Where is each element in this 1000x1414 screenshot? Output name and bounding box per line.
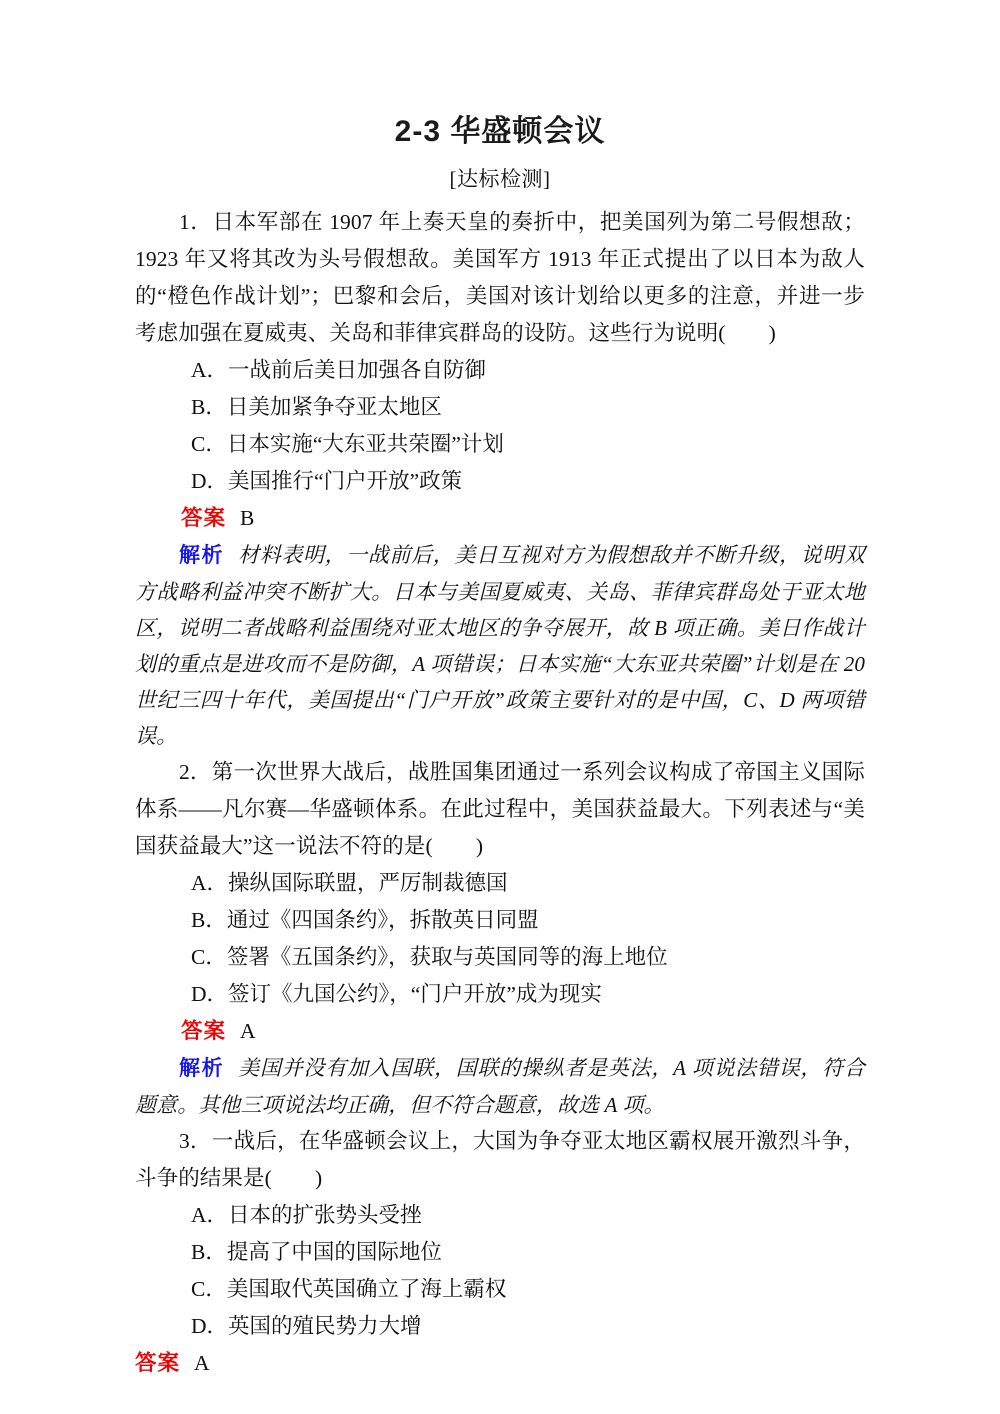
option-a[interactable]: A．日本的扩张势头受挫 bbox=[191, 1203, 422, 1227]
answer-label: 答案 bbox=[135, 1351, 181, 1375]
answer-value: B bbox=[240, 506, 255, 530]
option-d[interactable]: D．美国推行“门户开放”政策 bbox=[191, 469, 463, 493]
answer-label: 答案 bbox=[181, 506, 227, 530]
option-b[interactable]: B．通过《四国条约》，拆散英日同盟 bbox=[191, 908, 539, 932]
explanation-paragraph bbox=[135, 537, 865, 754]
explanation-text: 材料表明，一战前后，美日互视对方为假想敌并不断升级，说明双方战略利益冲突不断扩大。日本与美国夏威夷、关岛、菲律宾群岛处于亚太地区，说明二者战略利益围绕对亚太地区的争夺展开，故 B 项正确。美日作战计划的重点是进攻而不是防御，A 项错误；日本实施“大东亚共荣圈”计划是在 20 世纪三四十年代，美国提出“门户开放”政策主要针对的是中国，C、D 两项错误。 bbox=[135, 543, 865, 748]
question-block-3 bbox=[135, 1123, 865, 1382]
question-stem: 2．第一次世界大战后，战胜国集团通过一系列会议构成了帝国主义国际体系——凡尔赛—华盛顿体系。在此过程中，美国获益最大。下列表述与“美国获益最大”这一说法不符的是( ) bbox=[135, 760, 865, 858]
answer-line bbox=[135, 1345, 865, 1382]
page-title: 2-3 华盛顿会议 bbox=[394, 115, 606, 148]
option-a[interactable]: A．一战前后美日加强各自防御 bbox=[191, 358, 487, 382]
answer-value: A bbox=[240, 1019, 256, 1043]
page-subtitle: [达标检测] bbox=[449, 167, 551, 191]
option-list bbox=[135, 1197, 865, 1345]
option-a[interactable]: A．操纵国际联盟，严厉制裁德国 bbox=[191, 871, 508, 895]
answer-value: A bbox=[194, 1351, 210, 1375]
answer-line bbox=[135, 1013, 865, 1050]
option-b[interactable]: B．日美加紧争夺亚太地区 bbox=[191, 395, 442, 419]
question-block-1 bbox=[135, 204, 865, 754]
option-c[interactable]: C．日本实施“大东亚共荣圈”计划 bbox=[191, 432, 504, 456]
option-list bbox=[135, 352, 865, 500]
answer-label: 答案 bbox=[181, 1019, 227, 1043]
option-c[interactable]: C．签署《五国条约》，获取与英国同等的海上地位 bbox=[191, 945, 668, 969]
option-d[interactable]: D．签订《九国公约》，“门户开放”成为现实 bbox=[191, 982, 602, 1006]
option-b[interactable]: B．提高了中国的国际地位 bbox=[191, 1240, 442, 1264]
explanation-label: 解析 bbox=[179, 544, 225, 567]
option-d[interactable]: D．英国的殖民势力大增 bbox=[191, 1314, 422, 1338]
answer-line bbox=[135, 500, 865, 537]
option-c[interactable]: C．美国取代英国确立了海上霸权 bbox=[191, 1277, 507, 1301]
question-stem: 3．一战后，在华盛顿会议上，大国为争夺亚太地区霸权展开激烈斗争，斗争的结果是( ) bbox=[135, 1129, 865, 1190]
explanation-paragraph bbox=[135, 1050, 865, 1123]
explanation-label: 解析 bbox=[179, 1057, 225, 1080]
question-block-2 bbox=[135, 754, 865, 1123]
explanation-text: 美国并没有加入国联，国联的操纵者是英法，A 项说法错误，符合题意。其他三项说法均正确，但不符合题意，故选 A 项。 bbox=[135, 1056, 866, 1117]
question-stem: 1．日本军部在 1907 年上奏天皇的奏折中，把美国列为第二号假想敌；1923 年又将其改为头号假想敌。美国军方 1913 年正式提出了以日本为敌人的“橙色作战计划”；巴黎和会后，美国对该计划给以更多的注意，并进一步考虑加强在夏威夷、关岛和菲律宾群岛的设防。这些行为说明( ) bbox=[135, 210, 865, 345]
option-list bbox=[135, 865, 865, 1013]
